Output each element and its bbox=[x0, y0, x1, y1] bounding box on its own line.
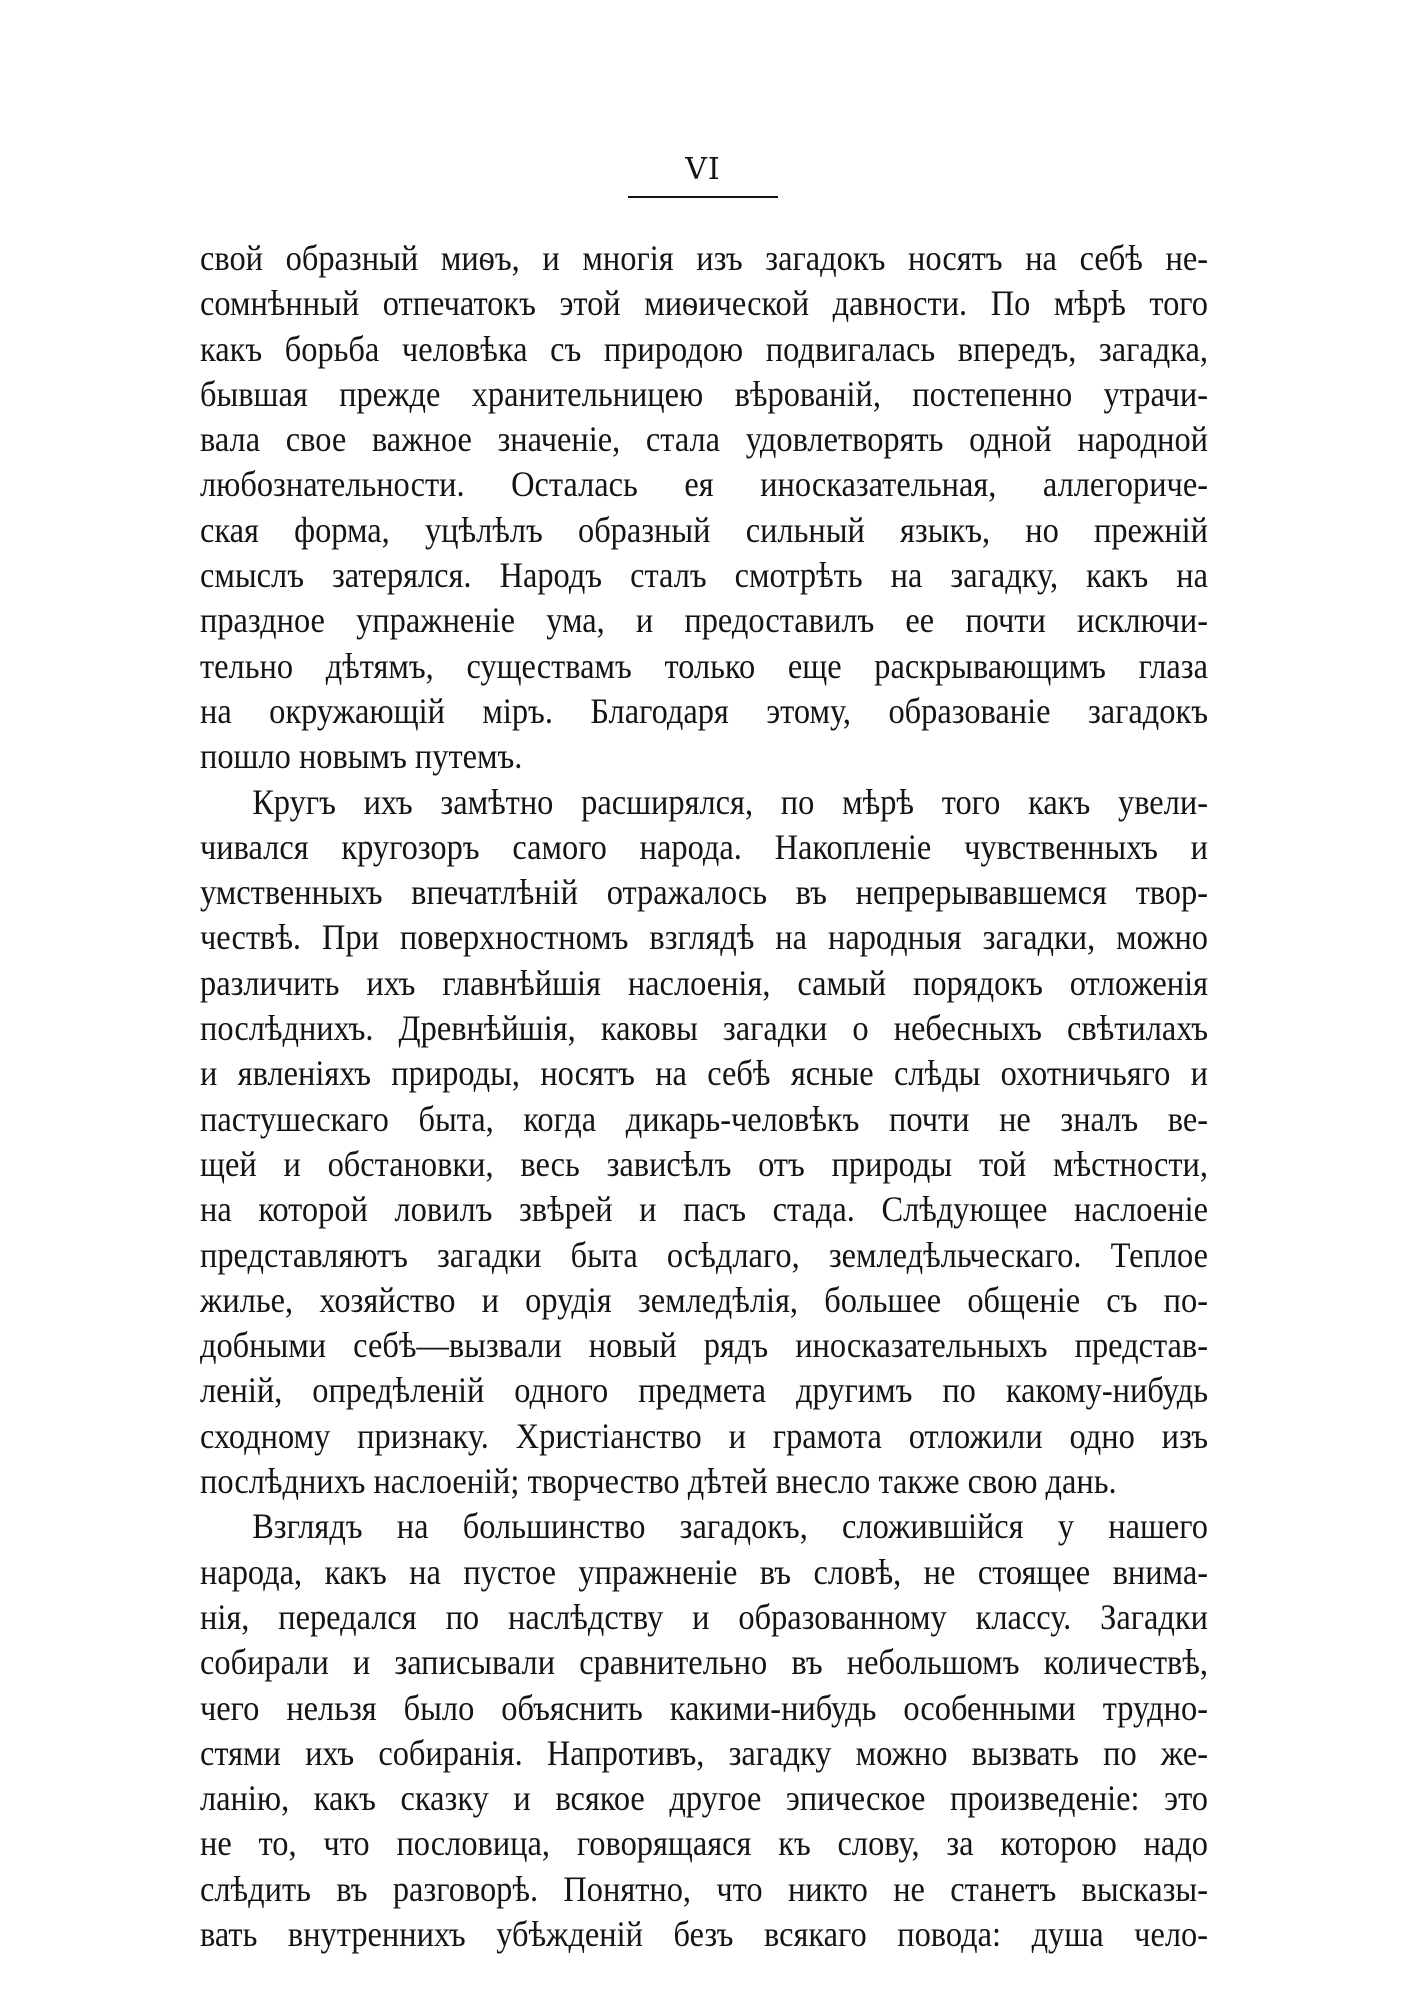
text-line: добными себѣ—вызвали новый рядъ иносказательныхъ представ- bbox=[200, 1325, 1208, 1366]
text-line: чествѣ. При поверхностномъ взглядѣ на народныя загадки, можно bbox=[200, 917, 1208, 958]
text-line: вала свое важное значеніе, стала удовлетворять одной народной bbox=[200, 419, 1208, 460]
text-line: праздное упражненіе ума, и предоставилъ ее почти исключи- bbox=[200, 600, 1208, 641]
text-line: чивался кругозоръ самого народа. Накопленіе чувственныхъ и bbox=[200, 826, 1208, 867]
text-line: жилье, хозяйство и орудія земледѣлія, большее общеніе съ по- bbox=[200, 1279, 1208, 1320]
text-line: представляютъ загадки быта осѣдлаго, земледѣльческаго. Теплое bbox=[200, 1234, 1208, 1275]
text-line: нія, передался по наслѣдству и образованному классу. Загадки bbox=[200, 1596, 1208, 1637]
text-line: бывшая прежде хранительницею вѣрованій, постепенно утрачи- bbox=[200, 373, 1208, 414]
text-line: на окружающій міръ. Благодаря этому, образованіе загадокъ bbox=[200, 690, 1208, 731]
text-line: послѣднихъ наслоеній; творчество дѣтей внесло также свою дань. bbox=[200, 1461, 1117, 1502]
text-line: различить ихъ главнѣйшія наслоенія, самый порядокъ отложенія bbox=[200, 962, 1208, 1003]
text-line: пошло новымъ путемъ. bbox=[200, 736, 523, 777]
text-line: умственныхъ впечатлѣній отражалось въ непрерывавшемся твор- bbox=[200, 872, 1208, 913]
text-line: Взглядъ на большинство загадокъ, сложившійся у нашего bbox=[252, 1506, 1208, 1547]
page-number: VI bbox=[685, 152, 721, 187]
text-line: сходному признаку. Христіанство и грамота отложили одно изъ bbox=[200, 1415, 1208, 1456]
text-line: смыслъ затерялся. Народъ сталъ смотрѣть на загадку, какъ на bbox=[200, 555, 1208, 596]
text-line: ланію, какъ сказку и всякое другое эпическое произведеніе: это bbox=[200, 1778, 1208, 1819]
text-line: стями ихъ собиранія. Напротивъ, загадку можно вызвать по же- bbox=[200, 1732, 1208, 1773]
text-line: собирали и записывали сравнительно въ небольшомъ количествѣ, bbox=[200, 1642, 1208, 1683]
text-line: щей и обстановки, весь зависѣлъ отъ природы той мѣстности, bbox=[200, 1143, 1208, 1184]
text-line: чего нельзя было объяснить какими-нибудь особенными трудно- bbox=[200, 1687, 1208, 1728]
text-line: и явленіяхъ природы, носятъ на себѣ ясные слѣды охотничьяго и bbox=[200, 1053, 1208, 1094]
text-line: Кругъ ихъ замѣтно расширялся, по мѣрѣ того какъ увели- bbox=[252, 781, 1208, 822]
header-rule bbox=[628, 196, 778, 198]
page-header bbox=[618, 148, 788, 198]
body-text bbox=[200, 236, 1208, 1957]
text-line: пастушескаго быта, когда дикарь-человѣкъ почти не зналъ ве- bbox=[200, 1098, 1208, 1139]
text-line: сомнѣнный отпечатокъ этой миѳической давности. По мѣрѣ того bbox=[200, 283, 1208, 324]
text-line: ская форма, уцѣлѣлъ образный сильный языкъ, но прежній bbox=[200, 509, 1208, 550]
text-line: какъ борьба человѣка съ природою подвигалась впередъ, загадка, bbox=[200, 328, 1208, 369]
text-line: вать внутреннихъ убѣжденій безъ всякаго повода: душа чело- bbox=[200, 1913, 1208, 1954]
text-line: леній, опредѣленій одного предмета другимъ по какому-нибудь bbox=[200, 1370, 1208, 1411]
text-line: слѣдить въ разговорѣ. Понятно, что никто не станетъ высказы- bbox=[200, 1868, 1208, 1909]
text-line: не то, что пословица, говорящаяся къ слову, за которою надо bbox=[200, 1823, 1208, 1864]
text-line: на которой ловилъ звѣрей и пасъ стада. Слѣдующее наслоеніе bbox=[200, 1189, 1208, 1230]
text-line: свой образный миѳъ, и многія изъ загадокъ носятъ на себѣ не- bbox=[200, 238, 1208, 278]
text-line: послѣднихъ. Древнѣйшія, каковы загадки о небесныхъ свѣтилахъ bbox=[200, 1008, 1208, 1049]
text-line: народа, какъ на пустое упражненіе въ словѣ, не стоящее внима- bbox=[200, 1551, 1208, 1592]
text-line: тельно дѣтямъ, существамъ только еще раскрывающимъ глаза bbox=[200, 645, 1208, 686]
text-line: любознательности. Осталась ея иносказательная, аллегориче- bbox=[200, 464, 1208, 505]
